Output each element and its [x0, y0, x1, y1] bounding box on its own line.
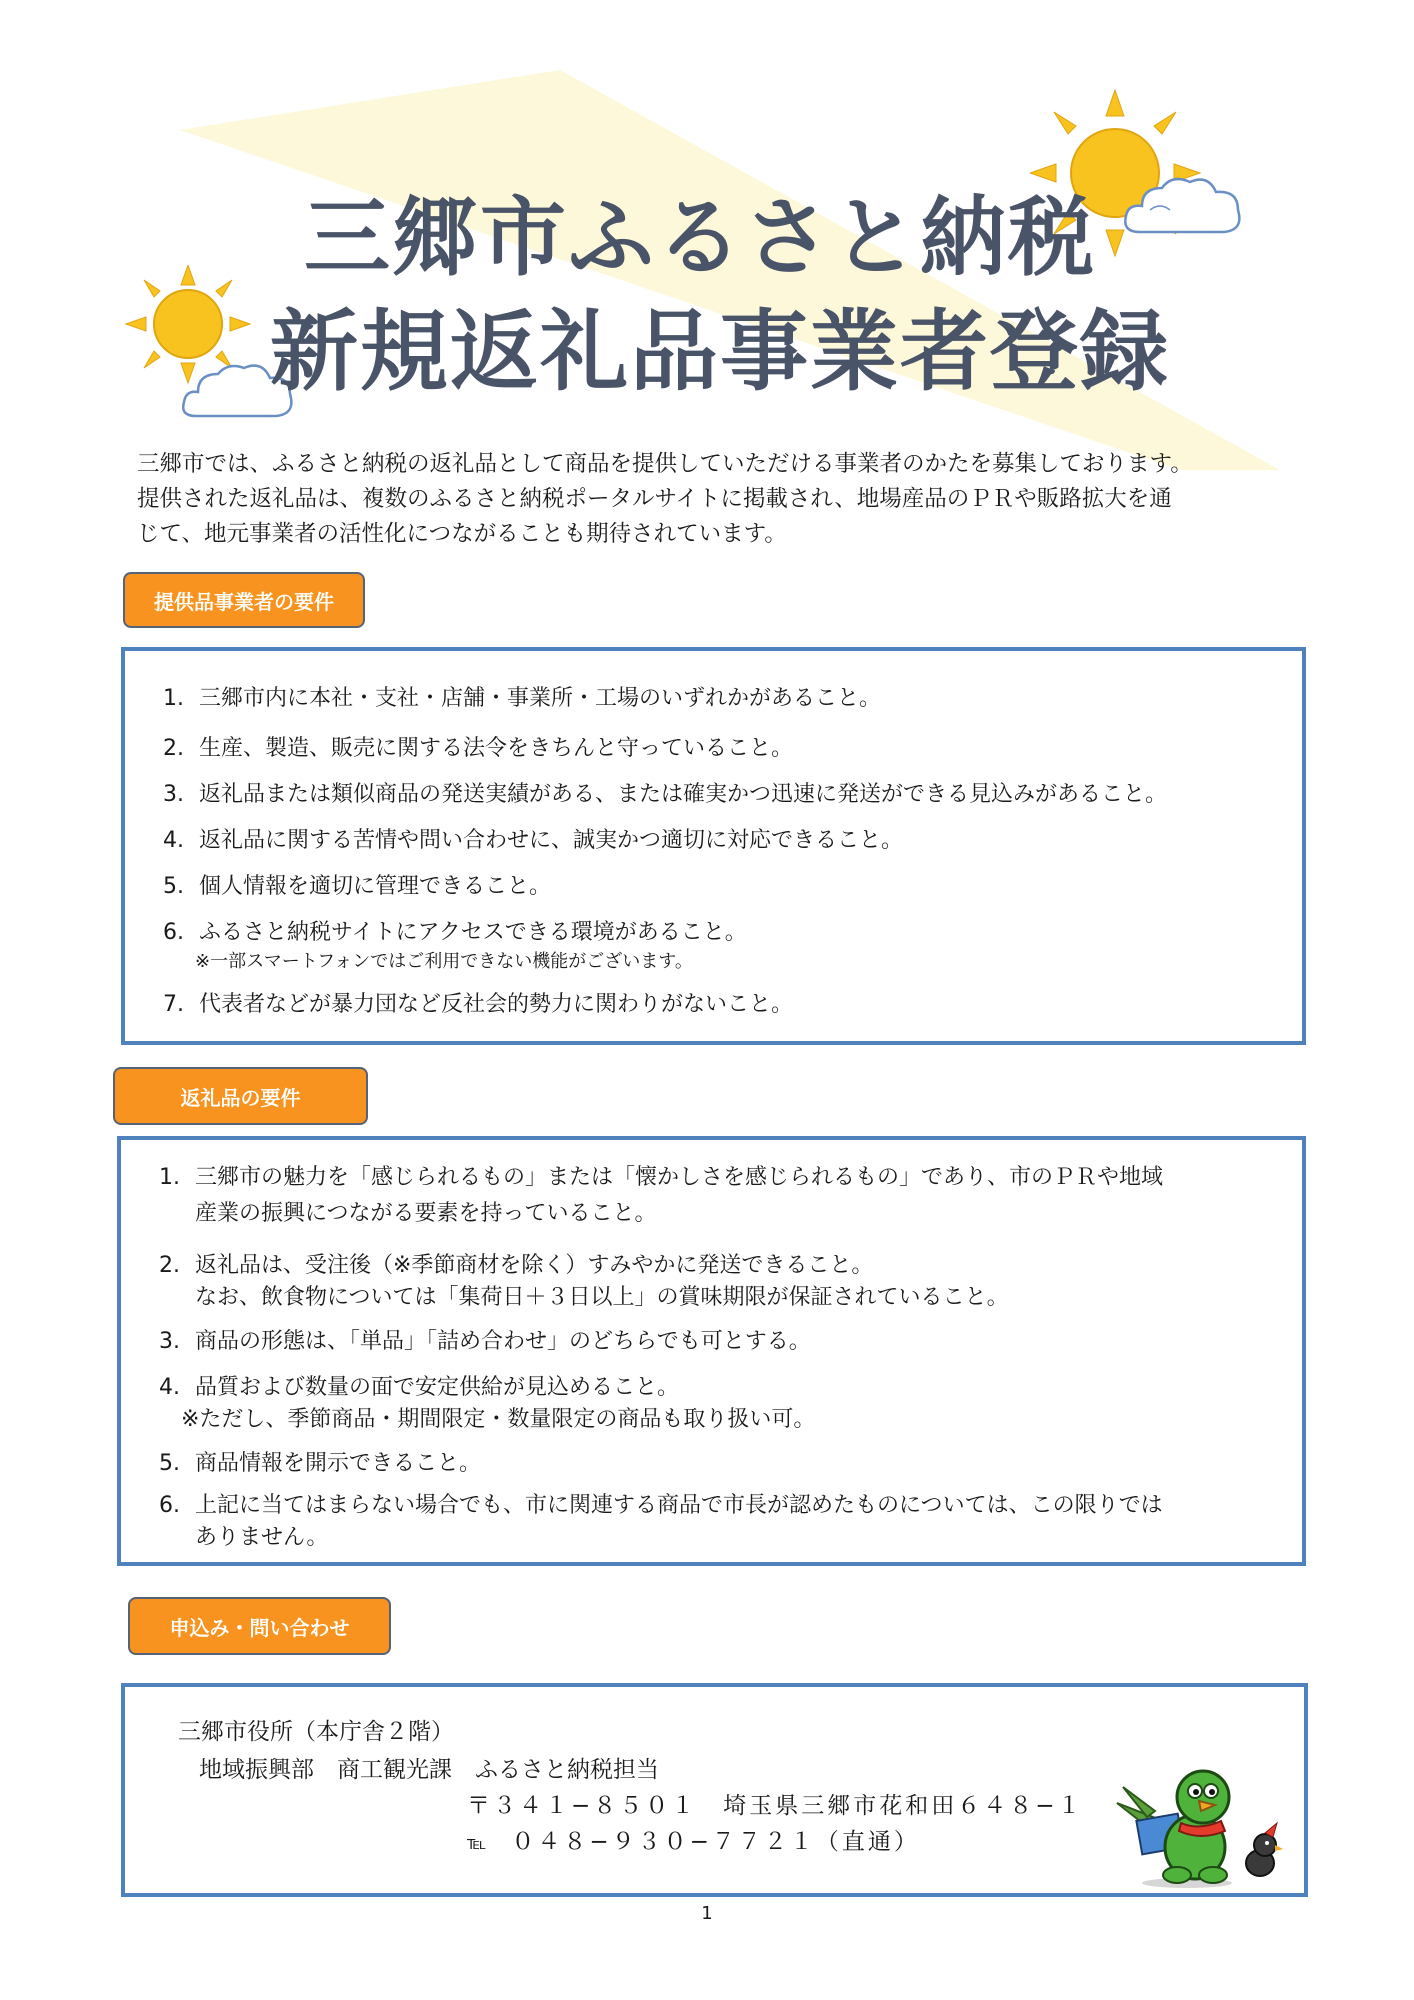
- list-item-continued: ありません。: [195, 1525, 329, 1550]
- list-item: 5. 個人情報を適切に管理できること。: [163, 874, 552, 899]
- list-item: 5. 商品情報を開示できること。: [159, 1451, 482, 1476]
- intro-paragraph: [137, 447, 1277, 552]
- list-item: 6. 上記に当てはまらない場合でも、市に関連する商品で市長が認めたものについては、この限りでは: [159, 1493, 1163, 1518]
- contact-tel: [467, 1823, 920, 1856]
- list-item-continued: なお、飲食物については「集荷日＋３日以上」の賞味期限が保証されていること。: [195, 1285, 1009, 1310]
- list-item: 4. 返礼品に関する苦情や問い合わせに、誠実かつ適切に対応できること。: [163, 828, 904, 853]
- list-item: 1. 三郷市内に本社・支社・店舗・事業所・工場のいずれかがあること。: [163, 686, 882, 711]
- list-item: 3. 返礼品または類似商品の発送実績がある、または確実かつ迅速に発送ができる見込みがあること。: [163, 782, 1168, 807]
- gift-requirements-box: [117, 1136, 1306, 1566]
- list-item-continued: ※ただし、季節商品・期間限定・数量限定の商品も取り扱い可。: [181, 1407, 816, 1432]
- contact-department: 地域振興部 商工観光課 ふるさと納税担当: [199, 1757, 659, 1783]
- section-heading-contact: 申込み・問い合わせ: [128, 1597, 391, 1655]
- business-requirements-box: [121, 647, 1306, 1045]
- tel-number: ０４８−９３０−７７２１（直通）: [511, 1829, 920, 1855]
- contact-address: 〒３４１−８５０１ 埼玉県三郷市花和田６４８−１: [467, 1793, 1084, 1819]
- intro-line: じて、地元事業者の活性化につながることも期待されています。: [137, 521, 787, 547]
- mascot-illustration: [1115, 1765, 1285, 1890]
- list-item: 6. ふるさと納税サイトにアクセスできる環境があること。: [163, 920, 747, 945]
- page-subtitle: 新規返礼品事業者登録: [269, 300, 1170, 403]
- list-item: 7. 代表者などが暴力団など反社会的勢力に関わりがないこと。: [163, 992, 794, 1017]
- section-heading-gift-requirements: 返礼品の要件: [113, 1067, 368, 1125]
- list-item: 4. 品質および数量の面で安定供給が見込めること。: [159, 1375, 680, 1400]
- contact-office: 三郷市役所（本庁舎２階）: [178, 1719, 454, 1745]
- intro-line: 三郷市では、ふるさと納税の返礼品として商品を提供していただける事業者のかたを募集しております。: [137, 451, 1193, 477]
- page-title: 三郷市ふるさと納税: [304, 188, 1096, 288]
- contact-box: [121, 1683, 1308, 1897]
- list-item: 2. 返礼品は、受注後（※季節商材を除く）すみやかに発送できること。: [159, 1253, 874, 1278]
- list-item: 1. 三郷市の魅力を「感じられるもの」または「懐かしさを感じられるもの」であり、市のＰＲや地域: [159, 1165, 1164, 1190]
- list-item: 2. 生産、製造、販売に関する法令をきちんと守っていること。: [163, 736, 794, 761]
- list-item-note: ※一部スマートフォンではご利用できない機能がございます。: [195, 951, 693, 972]
- list-item-continued: 産業の振興につながる要素を持っていること。: [195, 1201, 657, 1226]
- section-heading-business-requirements: 提供品事業者の要件: [123, 572, 365, 628]
- page-number: 1: [701, 1903, 713, 1924]
- list-item: 3. 商品の形態は、「単品」「詰め合わせ」のどちらでも可とする。: [159, 1329, 811, 1354]
- intro-line: 提供された返礼品は、複数のふるさと納税ポータルサイトに掲載され、地場産品のＰＲや販路拡大を通: [137, 486, 1172, 512]
- tel-label: ℡: [467, 1833, 490, 1854]
